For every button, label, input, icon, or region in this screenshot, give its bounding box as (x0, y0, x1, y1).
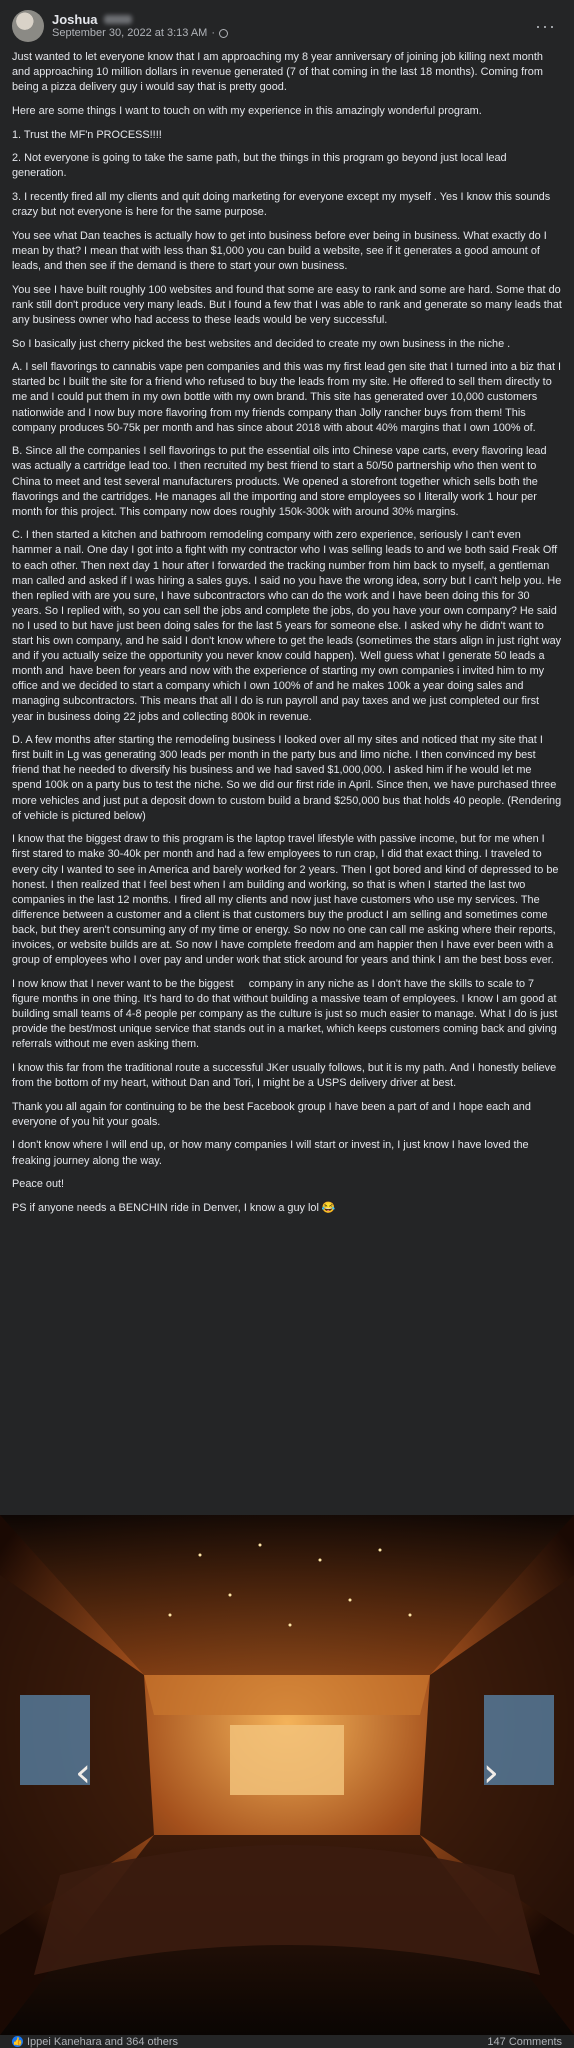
post-paragraph: 2. Not everyone is going to take the same path, but the things in this program go beyond just local lead generation. (12, 152, 510, 180)
post-paragraph: D. A few months after starting the remodeling business I looked over all my sites and noticed that my site that I first built in Lg was generating 300 leads per month in the party bus and limo niche. I then convinced my best friend that he needed to diversify his business and we had saved $1,000,000. I asked him if he would let me spend 100k on a party bus to test the niche. So we did our first ride in April. Since then, we have purchased three more vehicles and just put a deposit down to custom build a brand $250,000 bus that holds 40 people. (Rendering of vehicle is pictured below) (12, 734, 565, 822)
author-info (52, 12, 529, 41)
author-name-row (52, 12, 529, 28)
post-paragraph: PS if anyone needs a BENCHIN ride in Denver, I know a guy lol 😂 (12, 1201, 336, 1214)
post-paragraph: Peace out! (12, 1178, 65, 1191)
post-paragraph: 1. Trust the MF'n PROCESS!!!! (12, 128, 162, 141)
blurred-surname (104, 15, 132, 24)
post-paragraph: So I basically just cherry picked the best websites and decided to create my own business in the niche . (12, 337, 511, 350)
more-options-button[interactable]: ··· (535, 15, 556, 36)
post-timestamp[interactable]: September 30, 2022 at 3:13 AM (52, 27, 208, 40)
globe-icon (219, 29, 228, 38)
author-name[interactable]: Joshua (52, 11, 98, 27)
post-paragraph: A. I sell flavorings to cannabis vape pen companies and this was my first lead gen site that I turned into a biz that I started bc I built the site for a friend who refused to buy the leads from my site. He offered to sell them directly to me and I could put them in my own bottle with my own brand. This site has generated over 10,000 customers nationwide and I now buy more flavoring from my friends company than Jolly rancher buys from them! This company produces 50-75k per month and has since about 2018 with about 40% margins that I own 100% of. (12, 361, 565, 434)
post-paragraph: Just wanted to let everyone know that I am approaching my 8 year anniversary of joining job killing next month and approaching 10 million dollars in revenue generated (7 of that coming in the last 18 months). Coming from being a pizza delivery guy i would say that is pretty good. (12, 51, 546, 94)
post-footer (0, 2035, 574, 2048)
chevron-right-icon[interactable]: › (483, 1750, 499, 1796)
post-paragraph: I know that the biggest draw to this program is the laptop travel lifestyle with passive income, but for me when I first stared to make 30-40k per month and had a few employees to run crap, I did that exact thing. I traveled to every city I wanted to see in America and barely worked for 2 years. Then I got bored and kind of depressed to be honest. I then realized that I feel best when I am building and working, so that is when I started the last two companies in the last 12 months. I fired all my clients and now just have customers who use my services. The difference between a customer and a client is that customers buy the product I am selling and sometimes come back, but they aren't consuming any of my time or energy. So now no one can call me asking where their reports, invoices, or website builds are at. So now I have complete freedom and am happier then I have ever been with a group of employees who I over pay and under work that stick around for years and think I am the best boss ever. (12, 833, 562, 967)
post-paragraph: You see I have built roughly 100 websites and found that some are easy to rank and some are hard. Some that do rank still don't produce very many leads. But I found a few that I was able to rank and generate so many leads that any business owner who had access to these leads would be very successful. (12, 283, 565, 326)
post-body (0, 44, 574, 1216)
reactions-summary[interactable] (12, 2036, 178, 2048)
post-paragraph: I don't know where I will end up, or how many companies I will start or invest in, I just know I have loved the freaking journey along the way. (12, 1139, 532, 1167)
comments-count[interactable]: 147 Comments (487, 2035, 562, 2048)
post-paragraph: Thank you all again for continuing to be the best Facebook group I have been a part of and I hope each and everyone of you hit your goals. (12, 1100, 534, 1128)
post-meta (52, 27, 529, 40)
chevron-left-icon[interactable]: ‹ (75, 1750, 91, 1796)
post-paragraph: C. I then started a kitchen and bathroom remodeling company with zero experience, seriously I can't even hammer a nail. One day I got into a fight with my contractor who I was selling leads to and we both said Freak Off to each other. Then next day 1 hour after I forwarded the tracking number from him back to myself, a gentleman man called and asked if I was hiring a sales guys. I said no you have the wrong idea, sorry but I can't help you. He then replied with are you sure, I have subcontractors who can do the work and I have been doing this for 30 years. So I replied with, so you can sell the jobs and complete the jobs, do you have your own company? He said no I used to but have just been doing sales for the last 5 years for someone else. I asked why he didn't want to start his own company, and he said I don't know where to get the leads (sometimes the stars align in just right way and if you actually seize the opportunity you never know could happen). Well guess what I generate 50 leads a month and have been for years and now with the experience of starting my own companies i invited him to my office and we decided to start a company which I own 100% of and he makes 100k a year doing sales and managing subcontractors. This means that all I do is run payroll and pay taxes and we just completed our first year in business doing 22 jobs and collecting 800k in revenue. (12, 529, 565, 723)
post-paragraph: B. Since all the companies I sell flavorings to put the essential oils into Chinese vape carts, every flavoring lead was actually a cartridge lead too. I then recruited my best friend to start a 50/50 partnership who then went to China to meet and test several manufacturers products. We opened a storefront together which sells both the flavorings and the cartridges. He manages all the importing and store employees so I literally work 1 hour per month for this project. This company now does roughly 150k-300k with around 30% margins. (12, 445, 550, 518)
post-photo[interactable] (0, 1515, 574, 2035)
post-paragraph: Here are some things I want to touch on with my experience in this amazingly wonderful program. (12, 104, 482, 117)
post-header (0, 0, 574, 44)
post-paragraph: You see what Dan teaches is actually how to get into business before ever being in business. What exactly do I mean by that? I mean that with less than $1,000 you can build a website, see if it generates a good amount of leads, and then see if the demand is there to start your own business. (12, 229, 550, 272)
author-avatar[interactable] (12, 10, 44, 42)
reactions-text: Ippei Kanehara and 364 others (27, 2035, 179, 2048)
like-icon: 👍 (12, 2037, 23, 2046)
post-paragraph: I know this far from the traditional route a successful JKer usually follows, but it is my path. And I honestly believe from the bottom of my heart, without Dan and Tori, I might be a USPS delivery driver at best. (12, 1061, 560, 1089)
meta-separator: · (211, 27, 215, 40)
post-paragraph: I now know that I never want to be the biggest company in any niche as I don't have the skills to scale to 7 figure months in one thing. It's hard to do that without building a massive team of employees. I know I am good at building small teams of 4-8 people per company as the culture is just so much easier to manage. What I do is just provide the best/most unique service that stands out in a market, which keeps customers coming back and giving referrals without me even asking them. (12, 977, 561, 1051)
post-paragraph: 3. I recently fired all my clients and quit doing marketing for everyone except my myself . Yes I know this sounds crazy but not everyone is here for the same purpose. (12, 191, 554, 219)
